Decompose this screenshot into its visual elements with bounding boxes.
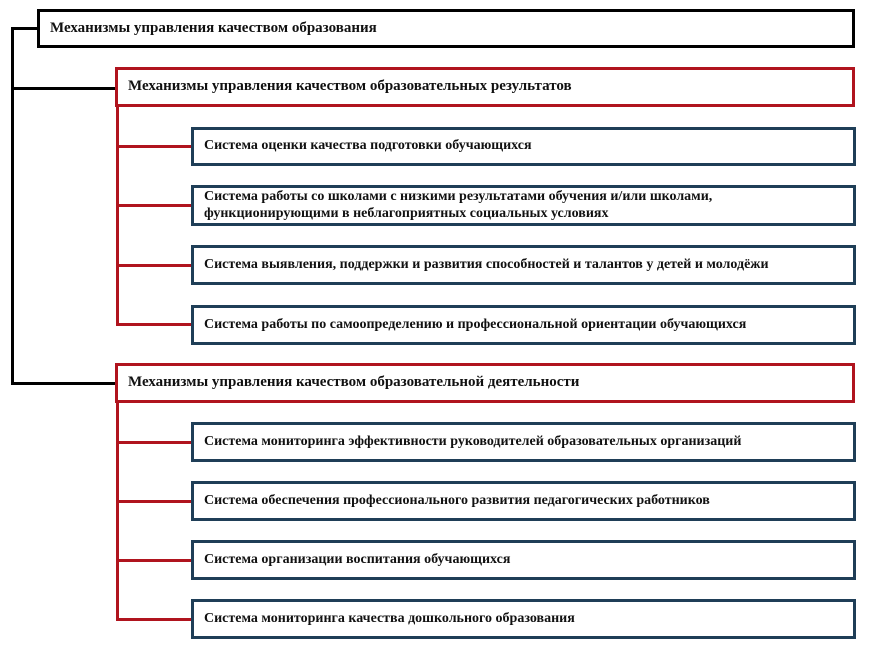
leaf-label: Система оценки качества подготовки обучающихся [204,138,532,154]
group-2-branch-2 [116,500,192,503]
root-connector-stub [11,27,39,30]
leaf-label: Система мониторинга эффективности руководителей образовательных организаций [204,433,742,449]
group-1-connector-vertical [116,107,119,326]
group-1-branch-4 [116,323,192,326]
root-connector-vertical [11,27,14,385]
leaf-box [191,185,856,226]
leaf-box [191,540,856,580]
group-1-branch-3 [116,264,192,267]
leaf-box [191,599,856,639]
group-2-connector-vertical [116,402,119,621]
leaf-label: Система организации воспитания обучающихся [204,551,511,567]
group-label: Механизмы управления качеством образовательных результатов [128,78,572,95]
group-1-branch-1 [116,145,192,148]
leaf-label: Система мониторинга качества дошкольного образования [204,610,575,626]
leaf-box [191,245,856,285]
group-box-activity [115,363,855,403]
group-1-branch-2 [116,204,192,207]
leaf-box [191,305,856,345]
leaf-box [191,127,856,166]
leaf-label: Система обеспечения профессионального развития педагогических работников [204,492,710,508]
leaf-box [191,422,856,462]
root-box [37,9,855,48]
group-2-branch-1 [116,441,192,444]
group-box-results [115,67,855,107]
root-label: Механизмы управления качеством образования [50,19,377,36]
group-2-branch-3 [116,559,192,562]
group-2-branch-4 [116,618,192,621]
group-label: Механизмы управления качеством образовательной деятельности [128,374,580,391]
leaf-label: Система работы по самоопределению и профессиональной ориентации обучающихся [204,316,747,332]
leaf-box [191,481,856,521]
leaf-label: Система работы со школами с низкими результатами обучения и/или школами, функционирующими в неблагоприятных социальных условиях [204,189,713,221]
leaf-label: Система выявления, поддержки и развития способностей и талантов у детей и молодёжи [204,256,769,272]
root-to-group-2-connector [11,382,115,385]
root-to-group-1-connector [11,87,115,90]
